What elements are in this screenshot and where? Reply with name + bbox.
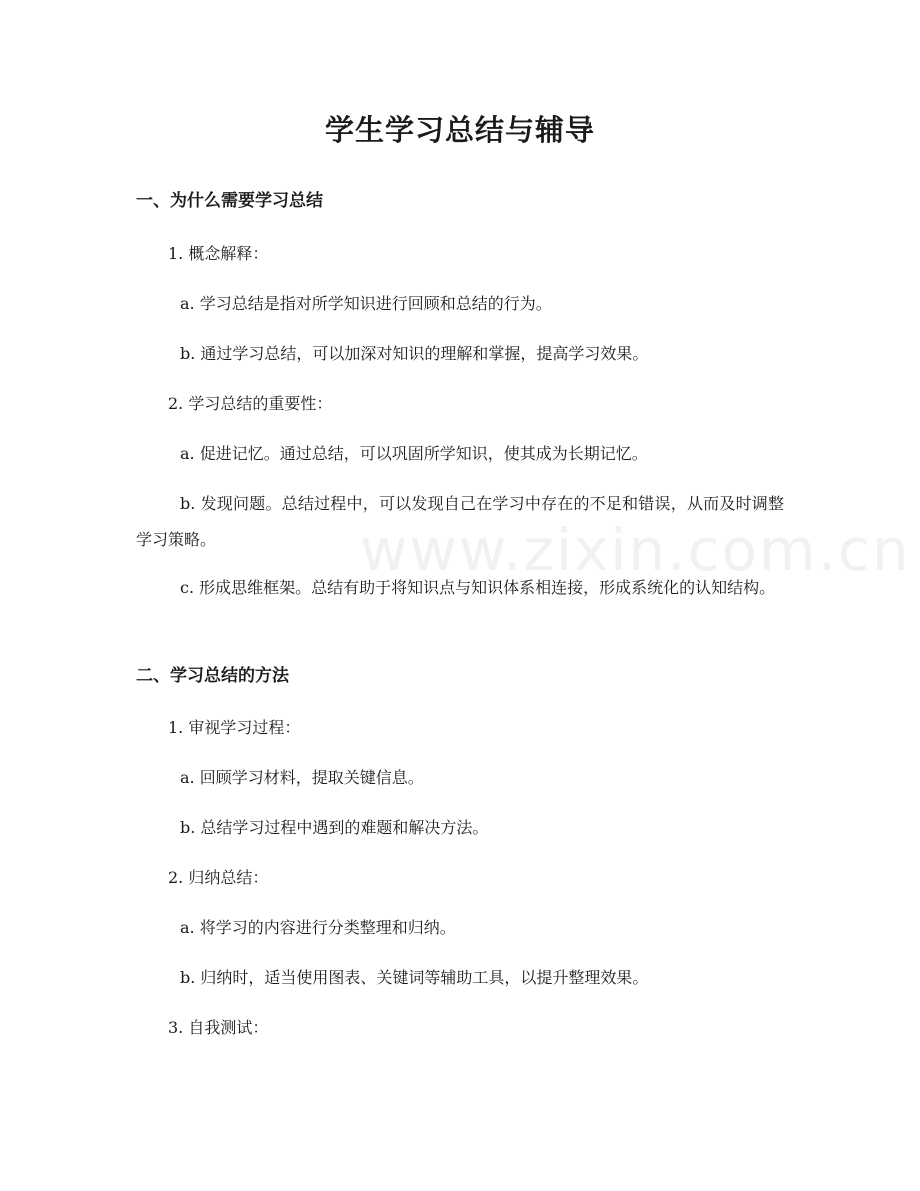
list-item: 3. 自我测试：	[168, 1018, 269, 1037]
sub-list-item: b. 发现问题。总结过程中，可以发现自己在学习中存在的不足和错误，从而及时调整学习策略。	[136, 494, 784, 549]
list-item: 1. 概念解释：	[168, 244, 269, 263]
sub-list-item: a. 回顾学习材料，提取关键信息。	[180, 768, 424, 787]
list-item: 2. 学习总结的重要性：	[168, 394, 333, 413]
sub-list-item: a. 促进记忆。通过总结，可以巩固所学知识，使其成为长期记忆。	[180, 444, 648, 463]
sub-list-item: b. 归纳时，适当使用图表、关键词等辅助工具，以提升整理效果。	[180, 968, 649, 987]
document-title: 学生学习总结与辅导	[324, 113, 595, 147]
sub-list-item: a. 学习总结是指对所学知识进行回顾和总结的行为。	[180, 294, 552, 313]
sub-list-item: a. 将学习的内容进行分类整理和归纳。	[180, 918, 456, 937]
section-heading: 一、为什么需要学习总结	[136, 191, 323, 211]
sub-list-item: b. 总结学习过程中遇到的难题和解决方法。	[180, 818, 489, 837]
sub-list-item: c. 形成思维框架。总结有助于将知识点与知识体系相连接，形成系统化的认知结构。	[180, 578, 776, 597]
list-item: 1. 审视学习过程：	[168, 718, 301, 737]
watermark: www.zixin.com.cn	[360, 516, 911, 584]
section-heading: 二、学习总结的方法	[136, 666, 289, 686]
list-item: 2. 归纳总结：	[168, 868, 269, 887]
sub-list-item: b. 通过学习总结，可以加深对知识的理解和掌握，提高学习效果。	[180, 344, 649, 363]
